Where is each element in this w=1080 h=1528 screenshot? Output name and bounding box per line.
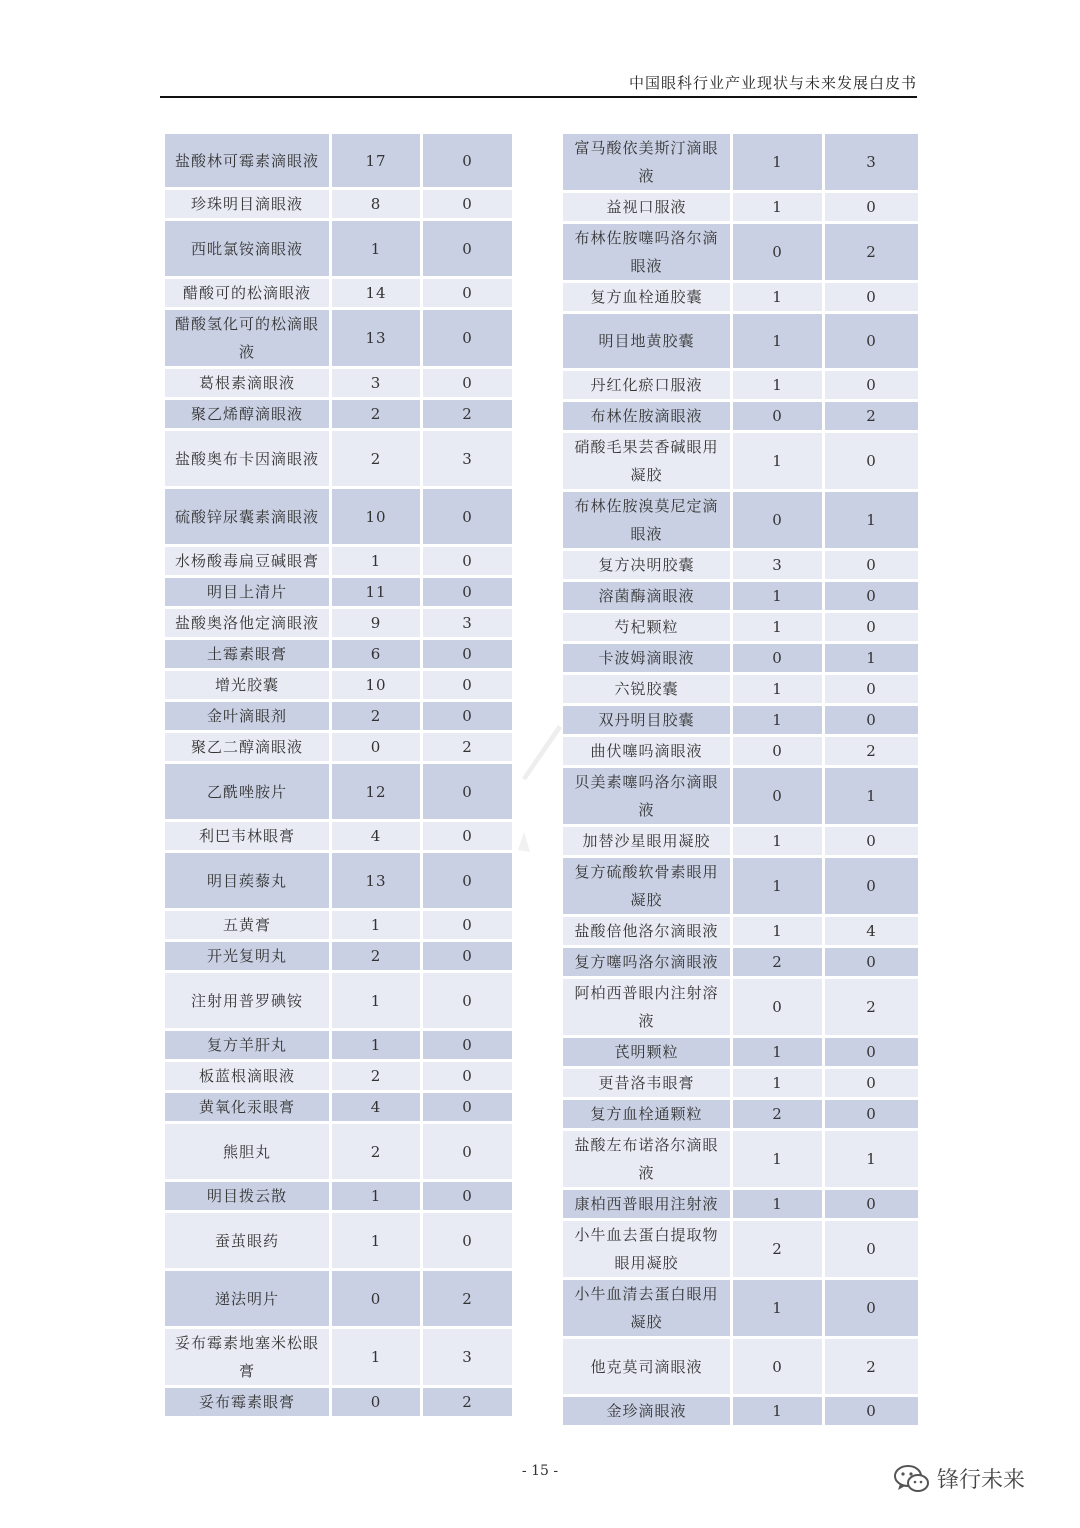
count-a-cell: 2 <box>331 1123 422 1181</box>
table-row <box>562 978 920 1037</box>
table-row <box>164 1092 514 1123</box>
count-a-cell: 1 <box>732 1068 824 1099</box>
drug-name-cell: 富马酸依美斯汀滴眼液 <box>562 133 732 192</box>
count-b-cell: 0 <box>422 852 514 910</box>
count-a-cell: 1 <box>732 916 824 947</box>
count-b-cell: 0 <box>422 189 514 220</box>
table-row <box>164 670 514 701</box>
drug-name-cell: 硫酸锌尿囊素滴眼液 <box>164 488 331 546</box>
count-b-cell: 0 <box>422 546 514 577</box>
table-row <box>562 947 920 978</box>
count-a-cell: 4 <box>331 821 422 852</box>
count-a-cell: 1 <box>331 220 422 278</box>
drug-name-cell: 妥布霉素眼膏 <box>164 1387 331 1418</box>
drug-name-cell: 板蓝根滴眼液 <box>164 1061 331 1092</box>
count-a-cell: 8 <box>331 189 422 220</box>
table-row <box>164 546 514 577</box>
table-row <box>164 732 514 763</box>
table-row <box>164 852 514 910</box>
count-a-cell: 1 <box>732 1130 824 1189</box>
table-row <box>562 705 920 736</box>
table-row <box>164 399 514 430</box>
page-number: - 15 - <box>521 1463 559 1479</box>
table-row <box>164 972 514 1030</box>
watermark-text: 锋行未来 <box>937 1468 1026 1493</box>
count-a-cell: 1 <box>732 705 824 736</box>
drug-name-cell: 盐酸奥洛他定滴眼液 <box>164 608 331 639</box>
count-b-cell: 0 <box>422 577 514 608</box>
drug-name-cell: 聚乙二醇滴眼液 <box>164 732 331 763</box>
count-b-cell: 0 <box>422 670 514 701</box>
count-a-cell: 2 <box>331 1061 422 1092</box>
count-b-cell: 0 <box>422 1030 514 1061</box>
count-b-cell: 0 <box>422 1212 514 1270</box>
drug-name-cell: 复方噻吗洛尔滴眼液 <box>562 947 732 978</box>
table-row <box>562 736 920 767</box>
count-a-cell: 0 <box>331 1387 422 1418</box>
count-a-cell: 1 <box>732 674 824 705</box>
table-row <box>562 612 920 643</box>
count-b-cell: 0 <box>422 368 514 399</box>
drug-name-cell: 注射用普罗碘铵 <box>164 972 331 1030</box>
table-row <box>164 701 514 732</box>
table-row <box>164 763 514 821</box>
table-row <box>562 857 920 916</box>
drug-name-cell: 明目拨云散 <box>164 1181 331 1212</box>
table-row <box>562 1099 920 1130</box>
count-a-cell: 3 <box>732 550 824 581</box>
count-b-cell: 0 <box>422 1061 514 1092</box>
table-row <box>164 639 514 670</box>
table-row <box>562 491 920 550</box>
table-row <box>164 1328 514 1387</box>
table-row <box>164 488 514 546</box>
count-b-cell: 0 <box>824 857 920 916</box>
count-a-cell: 1 <box>732 133 824 192</box>
count-b-cell: 2 <box>422 732 514 763</box>
drug-name-cell: 明目地黄胶囊 <box>562 313 732 370</box>
drug-name-cell: 明目蒺藜丸 <box>164 852 331 910</box>
left-drug-table <box>162 131 515 1419</box>
drug-name-cell: 开光复明丸 <box>164 941 331 972</box>
drug-name-cell: 芪明颗粒 <box>562 1037 732 1068</box>
drug-name-cell: 妥布霉素地塞米松眼膏 <box>164 1328 331 1387</box>
drug-name-cell: 明目上清片 <box>164 577 331 608</box>
drug-name-cell: 金叶滴眼剂 <box>164 701 331 732</box>
table-row <box>164 821 514 852</box>
table-row <box>562 1338 920 1396</box>
count-a-cell: 1 <box>732 313 824 370</box>
watermark <box>893 1463 1025 1494</box>
faint-watermark-mark <box>508 720 568 860</box>
count-b-cell: 0 <box>824 581 920 612</box>
drug-name-cell: 黄氧化汞眼膏 <box>164 1092 331 1123</box>
count-a-cell: 2 <box>732 1220 824 1279</box>
count-b-cell: 0 <box>422 639 514 670</box>
table-row <box>562 1130 920 1189</box>
table-row <box>562 826 920 857</box>
count-b-cell: 0 <box>824 1189 920 1220</box>
count-b-cell: 0 <box>824 432 920 491</box>
count-a-cell: 1 <box>331 1181 422 1212</box>
drug-name-cell: 增光胶囊 <box>164 670 331 701</box>
count-b-cell: 0 <box>824 1220 920 1279</box>
count-a-cell: 1 <box>732 370 824 401</box>
count-b-cell: 0 <box>824 674 920 705</box>
drug-name-cell: 硝酸毛果芸香碱眼用凝胶 <box>562 432 732 491</box>
count-a-cell: 2 <box>331 941 422 972</box>
table-row <box>562 282 920 313</box>
count-a-cell: 14 <box>331 278 422 309</box>
table-row <box>164 1181 514 1212</box>
count-a-cell: 2 <box>331 430 422 488</box>
table-row <box>562 643 920 674</box>
drug-name-cell: 西吡氯铵滴眼液 <box>164 220 331 278</box>
count-a-cell: 1 <box>732 1037 824 1068</box>
count-a-cell: 9 <box>331 608 422 639</box>
drug-name-cell: 卡波姆滴眼液 <box>562 643 732 674</box>
drug-name-cell: 益视口服液 <box>562 192 732 223</box>
count-b-cell: 0 <box>824 612 920 643</box>
table-row <box>562 1279 920 1338</box>
table-row <box>164 941 514 972</box>
drug-name-cell: 利巴韦林眼膏 <box>164 821 331 852</box>
count-a-cell: 2 <box>331 701 422 732</box>
table-row <box>164 608 514 639</box>
count-a-cell: 0 <box>732 736 824 767</box>
drug-name-cell: 六锐胶囊 <box>562 674 732 705</box>
count-b-cell: 2 <box>824 401 920 432</box>
count-a-cell: 6 <box>331 639 422 670</box>
drug-name-cell: 曲伏噻吗滴眼液 <box>562 736 732 767</box>
count-b-cell: 4 <box>824 916 920 947</box>
table-row <box>562 581 920 612</box>
table-row <box>562 916 920 947</box>
count-a-cell: 1 <box>732 857 824 916</box>
drug-name-cell: 复方血栓通颗粒 <box>562 1099 732 1130</box>
drug-name-cell: 更昔洛韦眼膏 <box>562 1068 732 1099</box>
count-b-cell: 0 <box>824 826 920 857</box>
table-row <box>562 192 920 223</box>
table-row <box>562 767 920 826</box>
drug-name-cell: 小牛血清去蛋白眼用凝胶 <box>562 1279 732 1338</box>
count-b-cell: 3 <box>422 1328 514 1387</box>
table-row <box>164 1030 514 1061</box>
count-a-cell: 1 <box>732 1396 824 1427</box>
drug-name-cell: 盐酸林可霉素滴眼液 <box>164 133 331 189</box>
count-b-cell: 0 <box>422 972 514 1030</box>
drug-name-cell: 醋酸可的松滴眼液 <box>164 278 331 309</box>
table-row <box>164 1212 514 1270</box>
count-b-cell: 0 <box>824 1279 920 1338</box>
count-a-cell: 1 <box>732 581 824 612</box>
count-b-cell: 2 <box>824 1338 920 1396</box>
count-b-cell: 0 <box>422 220 514 278</box>
drug-name-cell: 醋酸氢化可的松滴眼液 <box>164 309 331 368</box>
count-a-cell: 0 <box>732 1338 824 1396</box>
count-b-cell: 2 <box>824 223 920 282</box>
count-a-cell: 1 <box>732 612 824 643</box>
table-row <box>164 1387 514 1418</box>
table-row <box>164 309 514 368</box>
count-b-cell: 0 <box>422 821 514 852</box>
drug-name-cell: 金珍滴眼液 <box>562 1396 732 1427</box>
count-a-cell: 1 <box>331 910 422 941</box>
drug-name-cell: 加替沙星眼用凝胶 <box>562 826 732 857</box>
count-b-cell: 2 <box>422 1387 514 1418</box>
count-b-cell: 0 <box>824 370 920 401</box>
table-row <box>562 674 920 705</box>
count-b-cell: 0 <box>824 947 920 978</box>
count-a-cell: 17 <box>331 133 422 189</box>
drug-name-cell: 溶菌酶滴眼液 <box>562 581 732 612</box>
drug-name-cell: 复方羊肝丸 <box>164 1030 331 1061</box>
count-b-cell: 2 <box>422 399 514 430</box>
count-b-cell: 0 <box>824 705 920 736</box>
drug-name-cell: 阿柏西普眼内注射溶液 <box>562 978 732 1037</box>
drug-name-cell: 布林佐胺溴莫尼定滴眼液 <box>562 491 732 550</box>
table-row <box>562 1068 920 1099</box>
drug-name-cell: 土霉素眼膏 <box>164 639 331 670</box>
count-b-cell: 0 <box>824 282 920 313</box>
drug-name-cell: 珍珠明目滴眼液 <box>164 189 331 220</box>
table-row <box>562 550 920 581</box>
table-row <box>164 368 514 399</box>
drug-name-cell: 葛根素滴眼液 <box>164 368 331 399</box>
count-b-cell: 0 <box>824 1037 920 1068</box>
table-row <box>164 430 514 488</box>
drug-name-cell: 双丹明目胶囊 <box>562 705 732 736</box>
count-b-cell: 1 <box>824 491 920 550</box>
count-a-cell: 3 <box>331 368 422 399</box>
count-b-cell: 1 <box>824 1130 920 1189</box>
count-a-cell: 0 <box>732 643 824 674</box>
drug-name-cell: 复方硫酸软骨素眼用凝胶 <box>562 857 732 916</box>
table-row <box>562 1189 920 1220</box>
wechat-icon <box>893 1464 931 1494</box>
table-row <box>562 133 920 192</box>
count-b-cell: 0 <box>422 763 514 821</box>
count-a-cell: 2 <box>331 399 422 430</box>
count-b-cell: 0 <box>422 701 514 732</box>
drug-name-cell: 水杨酸毒扁豆碱眼膏 <box>164 546 331 577</box>
table-row <box>164 189 514 220</box>
count-b-cell: 0 <box>824 192 920 223</box>
document-header-title: 中国眼科行业产业现状与未来发展白皮书 <box>628 74 917 92</box>
count-b-cell: 0 <box>824 1099 920 1130</box>
count-a-cell: 1 <box>732 1189 824 1220</box>
drug-name-cell: 盐酸左布诺洛尔滴眼液 <box>562 1130 732 1189</box>
count-b-cell: 2 <box>824 736 920 767</box>
count-a-cell: 1 <box>331 546 422 577</box>
count-b-cell: 3 <box>824 133 920 192</box>
drug-name-cell: 蚕茧眼药 <box>164 1212 331 1270</box>
drug-name-cell: 递法明片 <box>164 1270 331 1328</box>
count-b-cell: 2 <box>824 978 920 1037</box>
drug-name-cell: 盐酸奥布卡因滴眼液 <box>164 430 331 488</box>
count-a-cell: 0 <box>331 1270 422 1328</box>
table-row <box>164 577 514 608</box>
table-row <box>164 1270 514 1328</box>
drug-name-cell: 他克莫司滴眼液 <box>562 1338 732 1396</box>
count-a-cell: 1 <box>732 192 824 223</box>
table-row <box>562 401 920 432</box>
count-a-cell: 0 <box>732 978 824 1037</box>
count-b-cell: 0 <box>824 1068 920 1099</box>
count-a-cell: 1 <box>331 972 422 1030</box>
drug-name-cell: 复方血栓通胶囊 <box>562 282 732 313</box>
drug-name-cell: 熊胆丸 <box>164 1123 331 1181</box>
count-a-cell: 1 <box>732 826 824 857</box>
table-row <box>562 432 920 491</box>
count-a-cell: 13 <box>331 309 422 368</box>
table-row <box>562 1396 920 1427</box>
table-row <box>562 223 920 282</box>
drug-name-cell: 布林佐胺噻吗洛尔滴眼液 <box>562 223 732 282</box>
table-row <box>562 370 920 401</box>
count-a-cell: 1 <box>331 1212 422 1270</box>
count-b-cell: 0 <box>422 1123 514 1181</box>
count-a-cell: 10 <box>331 488 422 546</box>
count-a-cell: 13 <box>331 852 422 910</box>
right-drug-table <box>560 131 921 1428</box>
drug-name-cell: 丹红化瘀口服液 <box>562 370 732 401</box>
count-b-cell: 0 <box>422 133 514 189</box>
count-b-cell: 1 <box>824 767 920 826</box>
count-b-cell: 1 <box>824 643 920 674</box>
count-a-cell: 10 <box>331 670 422 701</box>
count-b-cell: 2 <box>422 1270 514 1328</box>
table-row <box>562 313 920 370</box>
table-row <box>164 1123 514 1181</box>
count-a-cell: 1 <box>331 1328 422 1387</box>
count-b-cell: 0 <box>422 309 514 368</box>
count-b-cell: 0 <box>422 941 514 972</box>
count-a-cell: 1 <box>732 1279 824 1338</box>
drug-name-cell: 复方决明胶囊 <box>562 550 732 581</box>
count-b-cell: 0 <box>824 1396 920 1427</box>
count-a-cell: 0 <box>331 732 422 763</box>
count-a-cell: 0 <box>732 491 824 550</box>
drug-name-cell: 小牛血去蛋白提取物眼用凝胶 <box>562 1220 732 1279</box>
count-b-cell: 3 <box>422 430 514 488</box>
count-a-cell: 0 <box>732 767 824 826</box>
drug-name-cell: 乙酰唑胺片 <box>164 763 331 821</box>
table-row <box>164 220 514 278</box>
count-a-cell: 0 <box>732 401 824 432</box>
drug-name-cell: 布林佐胺滴眼液 <box>562 401 732 432</box>
count-a-cell: 1 <box>331 1030 422 1061</box>
count-b-cell: 0 <box>824 313 920 370</box>
header-rule <box>160 96 917 98</box>
drug-name-cell: 五黄膏 <box>164 910 331 941</box>
count-b-cell: 0 <box>422 1181 514 1212</box>
table-row <box>562 1220 920 1279</box>
count-a-cell: 0 <box>732 223 824 282</box>
count-b-cell: 3 <box>422 608 514 639</box>
count-a-cell: 2 <box>732 947 824 978</box>
drug-name-cell: 康柏西普眼用注射液 <box>562 1189 732 1220</box>
drug-name-cell: 聚乙烯醇滴眼液 <box>164 399 331 430</box>
count-b-cell: 0 <box>422 910 514 941</box>
count-a-cell: 1 <box>732 282 824 313</box>
count-b-cell: 0 <box>422 1092 514 1123</box>
count-b-cell: 0 <box>422 278 514 309</box>
table-row <box>164 133 514 189</box>
count-a-cell: 12 <box>331 763 422 821</box>
table-row <box>164 910 514 941</box>
drug-name-cell: 芍杞颗粒 <box>562 612 732 643</box>
count-b-cell: 0 <box>422 488 514 546</box>
table-row <box>164 1061 514 1092</box>
count-a-cell: 2 <box>732 1099 824 1130</box>
drug-name-cell: 贝美素噻吗洛尔滴眼液 <box>562 767 732 826</box>
count-a-cell: 4 <box>331 1092 422 1123</box>
table-row <box>164 278 514 309</box>
count-a-cell: 1 <box>732 432 824 491</box>
table-row <box>562 1037 920 1068</box>
count-b-cell: 0 <box>824 550 920 581</box>
drug-name-cell: 盐酸倍他洛尔滴眼液 <box>562 916 732 947</box>
count-a-cell: 11 <box>331 577 422 608</box>
